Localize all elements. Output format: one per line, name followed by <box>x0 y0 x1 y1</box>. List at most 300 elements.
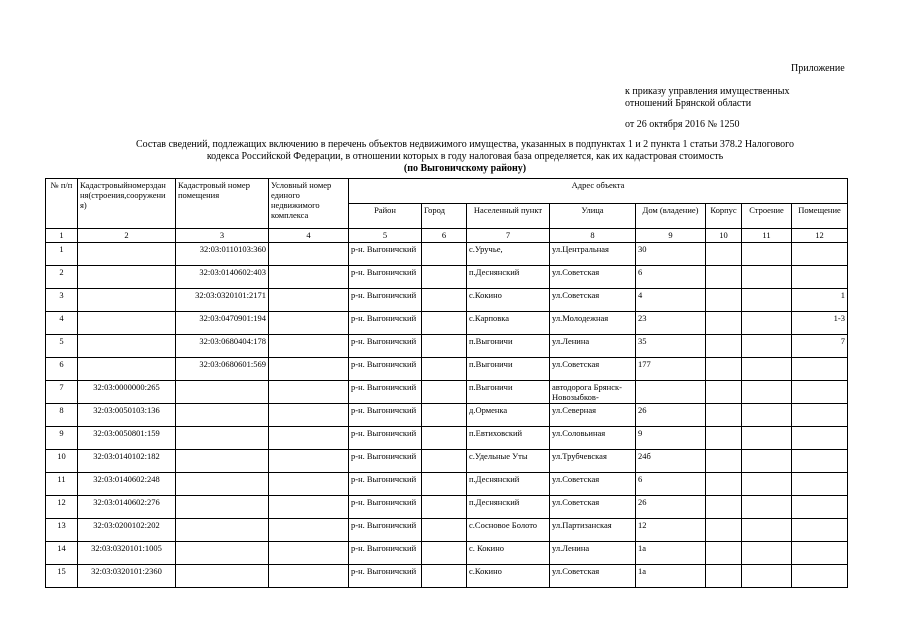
cell-stroenie <box>742 381 792 404</box>
cell-room-cad-text: 32:03:0320101:2171 <box>195 290 266 300</box>
cell-city <box>422 266 467 289</box>
col-number: 1 <box>46 229 78 243</box>
cell-settlement-text: с.Удельные Уты <box>469 451 528 461</box>
cell-korpus-text <box>708 451 739 471</box>
cell-street-text: ул.Северная <box>552 405 597 415</box>
col-number: 10 <box>706 229 742 243</box>
cell-building-cad <box>78 473 176 496</box>
cell-house-text: 6 <box>638 474 643 484</box>
cell-district-text: р-н. Выгоничский <box>351 497 417 507</box>
cell-complex <box>269 266 349 289</box>
doc-title-line-1: Состав сведений, подлежащих включению в перечень объектов недвижимого имущества, указанных в подпунктах 1 и 2 пункта 1 статьи 378.2 Налогового <box>135 139 795 150</box>
cell-complex-text <box>271 405 346 425</box>
col-number: 3 <box>176 229 269 243</box>
cell-stroenie-text <box>744 405 789 425</box>
cell-street <box>550 404 636 427</box>
cell-street-text: ул.Центральная <box>552 244 609 254</box>
cell-street-text: ул.Советская <box>552 267 600 277</box>
cell-complex-text <box>271 290 346 310</box>
cell-room-text <box>794 566 845 586</box>
cell-city <box>422 381 467 404</box>
cell-room <box>792 289 848 312</box>
cell-korpus <box>706 496 742 519</box>
cell-room <box>792 450 848 473</box>
cell-house <box>636 289 706 312</box>
header-room-cad: Кадастровый номер помещения <box>176 179 269 229</box>
cell-street <box>550 427 636 450</box>
cell-house <box>636 266 706 289</box>
cell-street <box>550 519 636 542</box>
cell-num <box>46 496 78 519</box>
cell-room-cad <box>176 473 269 496</box>
cell-korpus-text <box>708 382 739 402</box>
cell-num-text: 8 <box>59 405 64 415</box>
cell-korpus-text <box>708 405 739 425</box>
cell-city-text <box>424 359 464 379</box>
cell-complex-text <box>271 313 346 333</box>
cell-num <box>46 381 78 404</box>
cell-district <box>349 519 422 542</box>
cell-num <box>46 312 78 335</box>
cell-building-cad <box>78 243 176 266</box>
table-row <box>46 450 848 473</box>
cell-room-cad-text: 32:03:0680601:569 <box>199 359 266 369</box>
cell-korpus <box>706 519 742 542</box>
cell-city <box>422 427 467 450</box>
cell-num-text: 10 <box>57 451 66 461</box>
cell-room-text: 1 <box>840 290 845 300</box>
cell-complex-text <box>271 497 346 517</box>
cell-num <box>46 565 78 588</box>
cell-house-text: 177 <box>638 359 651 369</box>
cell-settlement-text: п.Деснянский <box>469 474 520 484</box>
cell-city-text <box>424 566 464 586</box>
cell-city <box>422 496 467 519</box>
cell-room-cad <box>176 335 269 358</box>
cell-stroenie-text <box>744 336 789 356</box>
cell-korpus <box>706 266 742 289</box>
table-row <box>46 381 848 404</box>
cell-city-text <box>424 428 464 448</box>
cell-stroenie <box>742 473 792 496</box>
cell-street-text: ул.Советская <box>552 474 600 484</box>
cell-city <box>422 473 467 496</box>
cell-num-text: 14 <box>57 543 66 553</box>
cell-settlement <box>467 335 550 358</box>
cell-street-text: ул.Соловьиная <box>552 428 606 438</box>
cell-complex-text <box>271 451 346 471</box>
cell-district <box>349 450 422 473</box>
doc-title-line-2: кодекса Российской Федерации, в отношении которых в году налоговая база определяется, как их кадастровая стоимость <box>206 151 724 162</box>
cell-room-cad-text <box>178 497 266 517</box>
cell-room-text <box>794 474 845 494</box>
cell-city <box>422 289 467 312</box>
cell-complex <box>269 427 349 450</box>
cell-street <box>550 266 636 289</box>
cell-street-text: ул.Советская <box>552 566 600 576</box>
cell-settlement <box>467 519 550 542</box>
cell-settlement <box>467 565 550 588</box>
cell-city <box>422 243 467 266</box>
cell-stroenie-text <box>744 566 789 586</box>
cell-room-text <box>794 520 845 540</box>
cell-korpus-text <box>708 244 739 264</box>
cell-room <box>792 473 848 496</box>
cell-district-text: р-н. Выгоничский <box>351 382 417 392</box>
cell-room-cad <box>176 427 269 450</box>
cell-building-cad-text <box>80 336 173 356</box>
cell-building-cad <box>78 404 176 427</box>
cell-house <box>636 335 706 358</box>
cell-street-text: ул.Партизанская <box>552 520 612 530</box>
cell-complex <box>269 519 349 542</box>
cell-complex <box>269 542 349 565</box>
cell-district-text: р-н. Выгоничский <box>351 566 417 576</box>
cell-room <box>792 312 848 335</box>
cell-city-text <box>424 474 464 494</box>
cell-korpus <box>706 335 742 358</box>
cell-settlement <box>467 266 550 289</box>
cell-room-cad-text: 32:03:0110103:360 <box>199 244 266 254</box>
cell-city <box>422 335 467 358</box>
cell-complex <box>269 565 349 588</box>
cell-stroenie <box>742 404 792 427</box>
cell-room-cad-text <box>178 566 266 586</box>
cell-city-text <box>424 290 464 310</box>
cell-korpus-text <box>708 336 739 356</box>
cell-building-cad <box>78 496 176 519</box>
header-street: Улица <box>550 204 636 229</box>
cell-num <box>46 473 78 496</box>
order-date: от 26 октября 2016 № 1250 <box>625 119 740 130</box>
cell-num <box>46 450 78 473</box>
cell-street-text: ул.Советская <box>552 359 600 369</box>
cell-house <box>636 565 706 588</box>
cell-room-text <box>794 267 845 287</box>
cell-stroenie-text <box>744 313 789 333</box>
cell-num-text: 4 <box>59 313 64 323</box>
cell-house <box>636 312 706 335</box>
cell-settlement-text: с.Кокино <box>469 290 502 300</box>
cell-street-text: ул.Ленина <box>552 336 590 346</box>
table-row <box>46 289 848 312</box>
cell-settlement-text: п.Деснянский <box>469 497 520 507</box>
cell-house-text: 1а <box>638 566 647 576</box>
cell-complex <box>269 312 349 335</box>
cell-building-cad <box>78 381 176 404</box>
cell-num-text: 1 <box>59 244 64 254</box>
cell-house-text: 9 <box>638 428 643 438</box>
cell-street-text: ул.Молодежная <box>552 313 609 323</box>
cell-district-text: р-н. Выгоничский <box>351 520 417 530</box>
cell-korpus-text <box>708 543 739 563</box>
cell-building-cad-text: 32:03:0140102:182 <box>93 451 160 461</box>
cell-building-cad <box>78 358 176 381</box>
header-address: Адрес объекта <box>349 179 848 204</box>
cell-street-text: автодорога Брянск-Новозыбков- <box>552 382 622 402</box>
cell-complex <box>269 404 349 427</box>
cell-room-cad <box>176 243 269 266</box>
cell-district-text: р-н. Выгоничский <box>351 244 417 254</box>
col-number: 8 <box>550 229 636 243</box>
cell-city <box>422 404 467 427</box>
cell-room <box>792 381 848 404</box>
cell-district <box>349 542 422 565</box>
cell-building-cad-text <box>80 313 173 333</box>
cell-district <box>349 358 422 381</box>
cell-stroenie <box>742 565 792 588</box>
cell-house-text: 6 <box>638 267 643 277</box>
cell-num-text: 3 <box>59 290 64 300</box>
cell-settlement-text: с.Карповка <box>469 313 510 323</box>
cell-house-text: 30 <box>638 244 647 254</box>
cell-room-text <box>794 497 845 517</box>
cell-room <box>792 519 848 542</box>
cell-settlement <box>467 427 550 450</box>
cell-room-cad <box>176 358 269 381</box>
cell-street <box>550 381 636 404</box>
cell-district-text: р-н. Выгоничский <box>351 543 417 553</box>
cell-district <box>349 312 422 335</box>
cell-complex <box>269 450 349 473</box>
cell-korpus <box>706 473 742 496</box>
cell-complex-text <box>271 267 346 287</box>
table-row <box>46 243 848 266</box>
cell-stroenie-text <box>744 244 789 264</box>
cell-house <box>636 404 706 427</box>
cell-house <box>636 519 706 542</box>
cell-house-text: 35 <box>638 336 647 346</box>
cell-building-cad <box>78 427 176 450</box>
cell-complex-text <box>271 359 346 379</box>
cell-stroenie-text <box>744 520 789 540</box>
cell-district-text: р-н. Выгоничский <box>351 267 417 277</box>
cell-room-cad <box>176 289 269 312</box>
cell-num-text: 6 <box>59 359 64 369</box>
cell-settlement-text: п.Выгоничи <box>469 336 513 346</box>
cell-street-text: ул.Ленина <box>552 543 590 553</box>
cell-room-text <box>794 244 845 264</box>
cell-settlement-text: с. Кокино <box>469 543 504 553</box>
cell-building-cad <box>78 519 176 542</box>
cell-building-cad-text <box>80 244 173 264</box>
cell-house-text <box>638 382 703 402</box>
cell-house-text: 12 <box>638 520 647 530</box>
cell-house <box>636 473 706 496</box>
cell-district <box>349 335 422 358</box>
cell-street <box>550 243 636 266</box>
cell-room-cad <box>176 312 269 335</box>
cell-house-text: 23 <box>638 313 647 323</box>
cell-settlement <box>467 542 550 565</box>
table-row <box>46 565 848 588</box>
cell-room-text: 1-3 <box>833 313 845 323</box>
cell-city-text <box>424 382 464 402</box>
cell-street <box>550 289 636 312</box>
cell-room-cad <box>176 404 269 427</box>
cell-korpus-text <box>708 290 739 310</box>
cell-room <box>792 266 848 289</box>
cell-room-cad <box>176 519 269 542</box>
cell-city-text <box>424 451 464 471</box>
cell-num <box>46 358 78 381</box>
cell-building-cad <box>78 542 176 565</box>
cell-building-cad-text <box>80 267 173 287</box>
cell-stroenie <box>742 427 792 450</box>
cell-room <box>792 542 848 565</box>
cell-district <box>349 473 422 496</box>
cell-building-cad <box>78 450 176 473</box>
cell-settlement <box>467 312 550 335</box>
cell-complex <box>269 473 349 496</box>
cell-building-cad-text: 32:03:0050103:136 <box>93 405 160 415</box>
cell-korpus-text <box>708 497 739 517</box>
table-row <box>46 266 848 289</box>
cell-district-text: р-н. Выгоничский <box>351 405 417 415</box>
cell-street <box>550 542 636 565</box>
cell-settlement <box>467 289 550 312</box>
cell-settlement <box>467 243 550 266</box>
cell-stroenie <box>742 266 792 289</box>
cell-room <box>792 427 848 450</box>
objects-table <box>45 178 848 588</box>
cell-num-text: 5 <box>59 336 64 346</box>
cell-korpus-text <box>708 520 739 540</box>
cell-city-text <box>424 313 464 333</box>
table-row <box>46 335 848 358</box>
cell-korpus <box>706 565 742 588</box>
col-number: 6 <box>422 229 467 243</box>
cell-room-cad-text <box>178 474 266 494</box>
cell-settlement <box>467 381 550 404</box>
cell-city <box>422 519 467 542</box>
cell-room-cad <box>176 450 269 473</box>
cell-district <box>349 381 422 404</box>
cell-building-cad-text: 32:03:0320101:1005 <box>91 543 162 553</box>
appendix-label: Приложение <box>791 63 845 74</box>
cell-room-cad-text: 32:03:0470901:194 <box>199 313 266 323</box>
cell-stroenie <box>742 289 792 312</box>
cell-street <box>550 473 636 496</box>
order-line-1: к приказу управления имущественных <box>625 86 790 97</box>
header-stroenie: Строение <box>742 204 792 229</box>
cell-korpus <box>706 358 742 381</box>
cell-num <box>46 266 78 289</box>
cell-settlement-text: п.Выгоничи <box>469 359 513 369</box>
cell-num <box>46 542 78 565</box>
cell-complex-text <box>271 336 346 356</box>
cell-street-text: ул.Советская <box>552 497 600 507</box>
cell-district <box>349 496 422 519</box>
cell-korpus <box>706 542 742 565</box>
cell-street <box>550 312 636 335</box>
cell-num-text: 11 <box>57 474 66 484</box>
cell-stroenie-text <box>744 451 789 471</box>
cell-house-text: 26 <box>638 405 647 415</box>
cell-building-cad-text: 32:03:0200102:202 <box>93 520 160 530</box>
cell-street <box>550 358 636 381</box>
cell-complex-text <box>271 382 346 402</box>
cell-stroenie-text <box>744 359 789 379</box>
cell-room <box>792 243 848 266</box>
cell-num <box>46 335 78 358</box>
cell-street-text: ул.Советская <box>552 290 600 300</box>
cell-num-text: 7 <box>59 382 64 392</box>
cell-city-text <box>424 543 464 563</box>
cell-house-text: 24б <box>638 451 651 461</box>
cell-stroenie-text <box>744 382 789 402</box>
cell-room-cad-text: 32:03:0140602:403 <box>199 267 266 277</box>
cell-room-cad-text <box>178 405 266 425</box>
table-row <box>46 358 848 381</box>
cell-korpus-text <box>708 474 739 494</box>
table-row <box>46 427 848 450</box>
header-district: Район <box>349 204 422 229</box>
cell-complex-text <box>271 474 346 494</box>
doc-subtitle: (по Выгоничскому району) <box>403 163 527 174</box>
cell-stroenie <box>742 450 792 473</box>
cell-room-cad <box>176 496 269 519</box>
cell-korpus-text <box>708 428 739 448</box>
table-row <box>46 542 848 565</box>
cell-room-text <box>794 543 845 563</box>
cell-settlement <box>467 404 550 427</box>
cell-district <box>349 289 422 312</box>
cell-stroenie <box>742 243 792 266</box>
cell-complex-text <box>271 543 346 563</box>
cell-city <box>422 542 467 565</box>
cell-room-cad-text <box>178 520 266 540</box>
cell-room-text <box>794 382 845 402</box>
table-row <box>46 519 848 542</box>
cell-settlement <box>467 358 550 381</box>
table-row <box>46 404 848 427</box>
cell-stroenie-text <box>744 267 789 287</box>
cell-building-cad <box>78 335 176 358</box>
cell-settlement <box>467 450 550 473</box>
cell-korpus <box>706 289 742 312</box>
cell-korpus-text <box>708 313 739 333</box>
cell-korpus <box>706 381 742 404</box>
cell-house-text: 1а <box>638 543 647 553</box>
cell-room-cad-text <box>178 451 266 471</box>
cell-house <box>636 450 706 473</box>
cell-house <box>636 496 706 519</box>
header-house: Дом (владение) <box>636 204 706 229</box>
cell-district-text: р-н. Выгоничский <box>351 474 417 484</box>
cell-street <box>550 450 636 473</box>
cell-complex <box>269 381 349 404</box>
cell-stroenie <box>742 542 792 565</box>
table-row <box>46 496 848 519</box>
cell-city <box>422 565 467 588</box>
cell-room <box>792 358 848 381</box>
cell-house <box>636 358 706 381</box>
cell-house <box>636 243 706 266</box>
cell-settlement-text: п.Деснянский <box>469 267 520 277</box>
cell-complex <box>269 496 349 519</box>
cell-building-cad-text: 32:03:0050801:159 <box>93 428 160 438</box>
col-number: 11 <box>742 229 792 243</box>
cell-korpus <box>706 312 742 335</box>
cell-city <box>422 312 467 335</box>
cell-street <box>550 565 636 588</box>
cell-house <box>636 542 706 565</box>
cell-complex <box>269 243 349 266</box>
cell-num-text: 12 <box>57 497 66 507</box>
cell-district <box>349 404 422 427</box>
cell-building-cad <box>78 312 176 335</box>
